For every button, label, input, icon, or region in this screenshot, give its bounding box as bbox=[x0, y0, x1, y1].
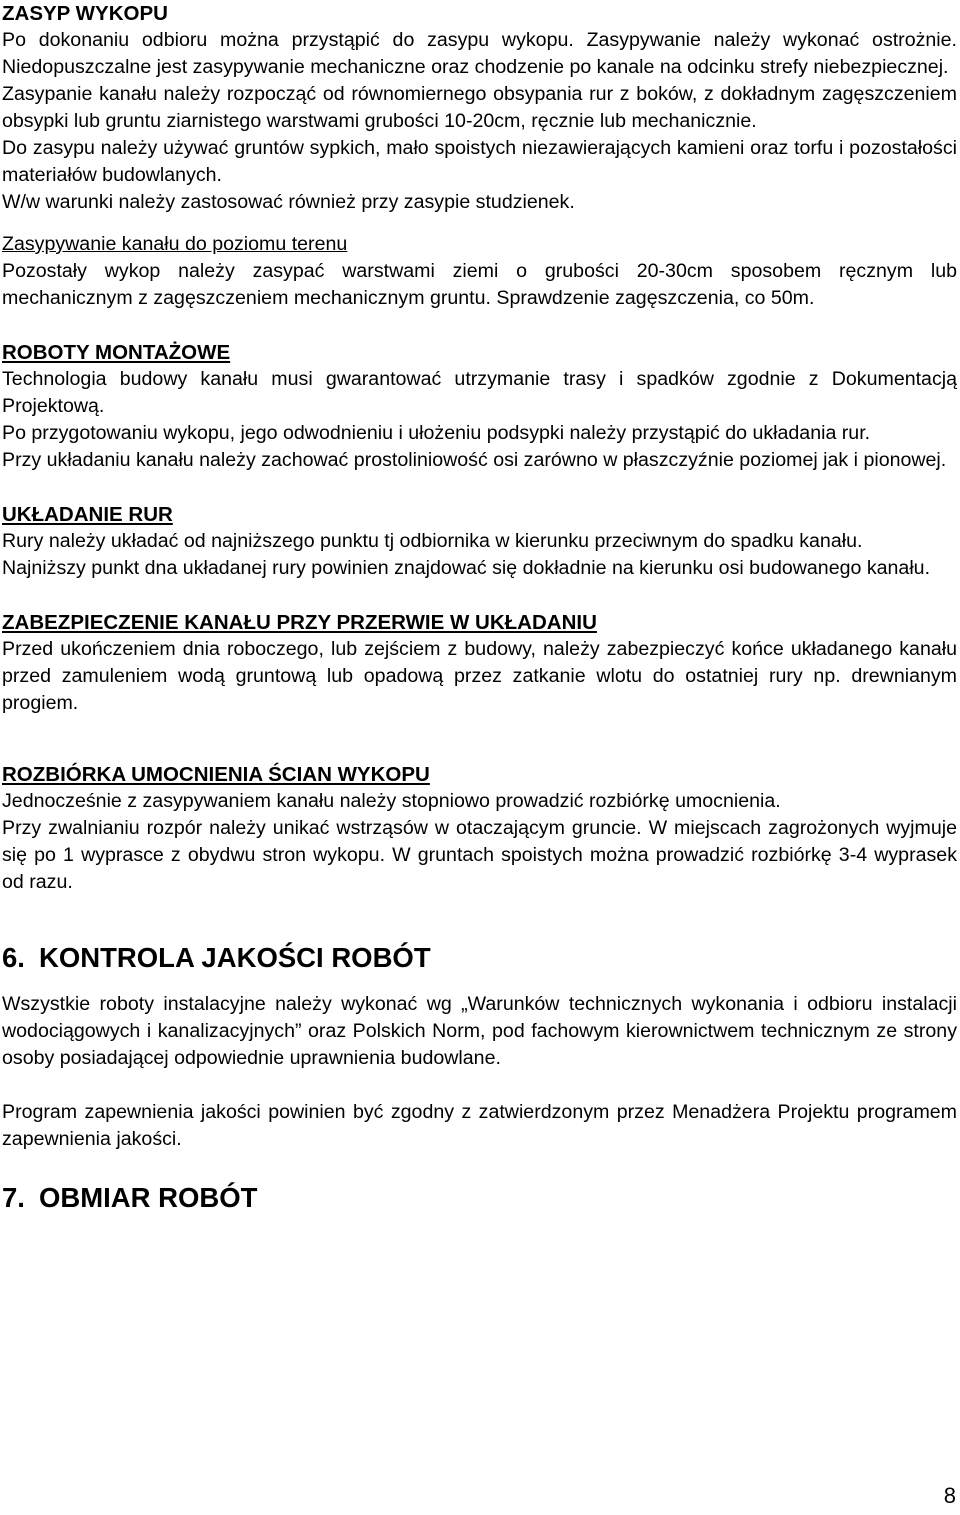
paragraph: Do zasypu należy używać gruntów sypkich, mało spoistych niezawierających kamieni oraz torfu i pozostałości materiałów budowlanych. bbox=[2, 137, 957, 186]
paragraph: Zasypanie kanału należy rozpocząć od równomiernego obsypania rur z boków, z dokładnym zagęszczeniem obsypki lub gruntu ziarnistego warstwami grubości 10-20cm, ręcznie lub mechanicznie. bbox=[2, 83, 957, 132]
paragraph: W/w warunki należy zastosować również przy zasypie studzienek. bbox=[2, 191, 575, 213]
paragraph: Po dokonaniu odbioru można przystąpić do zasypu wykopu. Zasypywanie należy wykonać ostrożnie. Niedopuszczalne jest zasypywanie mechaniczne oraz chodzenie po kanale na odcinku strefy niebezpiecznej. bbox=[2, 29, 957, 78]
paragraph: Przed ukończeniem dnia roboczego, lub zejściem z budowy, należy zabezpieczyć końce układanego kanału przed zamuleniem wodą gruntową lub opadową przez zatkanie wlotu do ostatniej rury np. drewnianym progiem. bbox=[2, 638, 957, 714]
spacer bbox=[2, 474, 957, 501]
spacer bbox=[2, 582, 957, 609]
paragraph: Technologia budowy kanału musi gwarantować utrzymanie trasy i spadków zgodnie z Dokumentacją Projektową. bbox=[2, 368, 957, 417]
spacer bbox=[2, 896, 957, 940]
section-heading-6 bbox=[2, 940, 957, 976]
page-number: 8 bbox=[943, 1483, 956, 1508]
subheading-zasypywanie-kanalu: Zasypywanie kanału do poziomu terenu bbox=[2, 233, 348, 255]
section-title: OBMIAR ROBÓT bbox=[39, 1182, 258, 1213]
spacer bbox=[2, 1072, 957, 1099]
heading-roboty-montazowe: ROBOTY MONTAŻOWE bbox=[2, 341, 231, 364]
paragraph: Pozostały wykop należy zasypać warstwami ziemi o grubości 20-30cm sposobem ręcznym lub mechanicznym z zagęszczeniem mechanicznym gruntu. Sprawdzenie zagęszczenia, co 50m. bbox=[2, 260, 957, 309]
paragraph: Rury należy układać od najniższego punktu tj odbiornika w kierunku przeciwnym do spadku kanału. bbox=[2, 530, 863, 552]
spacer bbox=[2, 1153, 957, 1180]
heading-zabezpieczenie-kanalu: ZABEZPIECZENIE KANAŁU PRZY PRZERWIE W UKŁADANIU bbox=[2, 611, 597, 634]
heading-ukladanie-rur: UKŁADANIE RUR bbox=[2, 503, 173, 526]
document-page bbox=[2, 0, 957, 1216]
paragraph: Jednocześnie z zasypywaniem kanału należy stopniowo prowadzić rozbiórkę umocnienia. bbox=[2, 790, 781, 812]
section-title: KONTROLA JAKOŚCI ROBÓT bbox=[39, 942, 431, 973]
spacer bbox=[2, 216, 957, 231]
paragraph: Wszystkie roboty instalacyjne należy wykonać wg „Warunków technicznych wykonania i odbioru instalacji wodociągowych i kanalizacyjnych” oraz Polskich Norm, pod fachowym kierownictwem technicznym ze strony osoby posiadającej odpowiednie uprawnienia budowlane. bbox=[2, 993, 957, 1069]
heading-zasyp-wykopu: ZASYP WYKOPU bbox=[2, 2, 168, 25]
section-number: 7. bbox=[2, 1182, 25, 1213]
paragraph: Program zapewnienia jakości powinien być zgodny z zatwierdzonym przez Menadżera Projektu programem zapewnienia jakości. bbox=[2, 1101, 957, 1150]
spacer bbox=[2, 976, 957, 991]
paragraph: Przy zwalnianiu rozpór należy unikać wstrząsów w otaczającym gruncie. W miejscach zagrożonych wyjmuje się po 1 wyprasce z obydwu stron wykopu. W gruntach spoistych można prowadzić rozbiórkę 3-4 wyprasek od razu. bbox=[2, 817, 957, 893]
paragraph: Po przygotowaniu wykopu, jego odwodnieniu i ułożeniu podsypki należy przystąpić do układania rur. bbox=[2, 422, 871, 444]
paragraph: Przy układaniu kanału należy zachować prostoliniowość osi zarówno w płaszczyźnie poziomej jak i pionowej. bbox=[2, 449, 947, 471]
spacer bbox=[2, 717, 957, 761]
heading-rozbiorka-umocnienia: ROZBIÓRKA UMOCNIENIA ŚCIAN WYKOPU bbox=[2, 763, 430, 786]
paragraph: Najniższy punkt dna układanej rury powinien znajdować się dokładnie na kierunku osi budowanego kanału. bbox=[2, 557, 931, 579]
section-heading-7 bbox=[2, 1180, 957, 1216]
spacer bbox=[2, 312, 957, 339]
section-number: 6. bbox=[2, 942, 25, 973]
